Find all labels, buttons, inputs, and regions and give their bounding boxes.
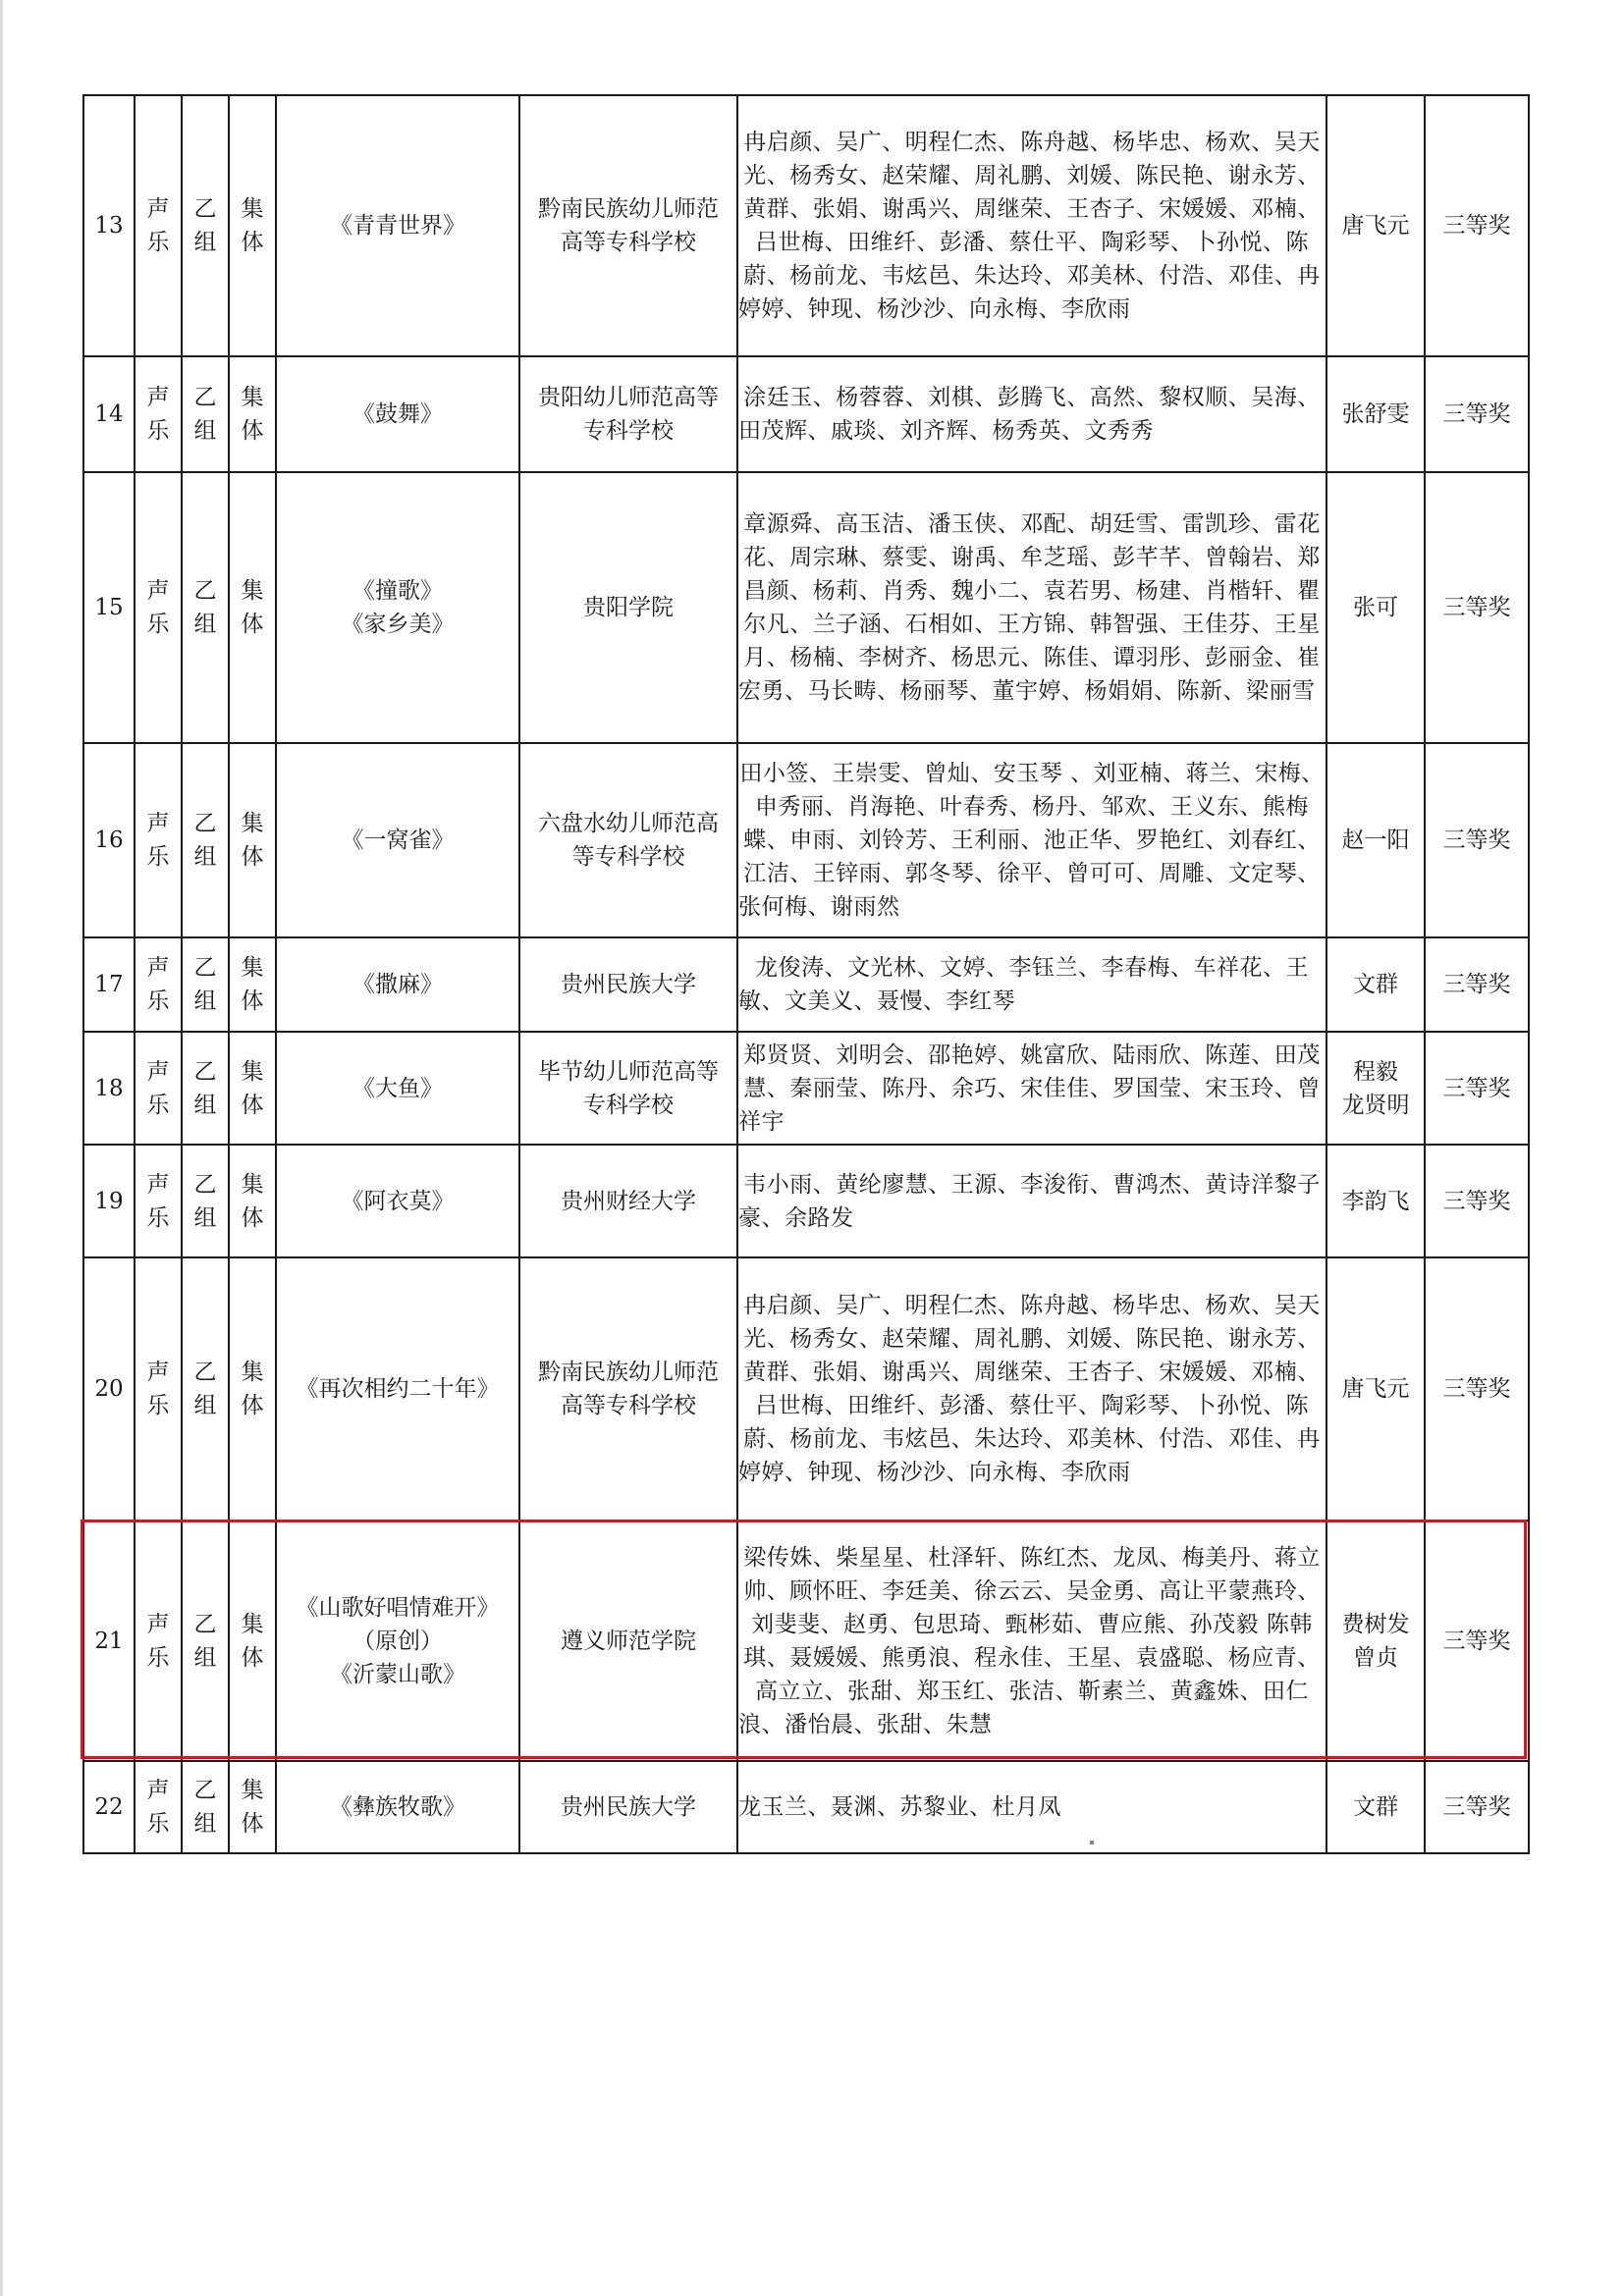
category-cell (135, 472, 182, 743)
type-cell-text: 集体 (241, 385, 264, 444)
work-title-line: （原创） (352, 1628, 443, 1654)
category-cell-text: 声乐 (146, 1611, 170, 1671)
work-title-line: 《山歌好唱情难开》 (296, 1594, 500, 1621)
award-level: 三等奖 (1425, 356, 1529, 472)
school-name-line: 毕节幼儿师范高等 (538, 1058, 719, 1085)
group-cell-text: 乙组 (193, 1058, 217, 1118)
awards-table (82, 94, 1530, 1854)
type-cell (229, 472, 276, 743)
row-number: 16 (83, 743, 135, 937)
work-title (276, 1521, 519, 1761)
group-cell-text: 乙组 (193, 578, 217, 637)
work-title (276, 356, 519, 472)
type-cell (229, 356, 276, 472)
work-title-line: 《撞歌》 (352, 578, 443, 604)
type-cell (229, 1761, 276, 1853)
teacher-name (1326, 1032, 1425, 1145)
work-title-line: 《大鱼》 (352, 1075, 443, 1101)
category-cell (135, 1145, 182, 1257)
row-number: 13 (83, 95, 135, 356)
scan-page-edge (0, 0, 3, 2296)
category-cell (135, 1032, 182, 1145)
row-number: 14 (83, 356, 135, 472)
school-name (519, 937, 737, 1032)
teacher-name (1326, 743, 1425, 937)
group-cell (182, 937, 229, 1032)
table-row (83, 743, 1529, 937)
type-cell (229, 1521, 276, 1761)
work-title-line: 《沂蒙山歌》 (330, 1661, 465, 1687)
table-row (83, 1145, 1529, 1257)
work-title (276, 937, 519, 1032)
group-cell (182, 743, 229, 937)
school-name-line: 贵州财经大学 (561, 1188, 696, 1214)
award-level: 三等奖 (1425, 743, 1529, 937)
school-name-line: 遵义师范学院 (561, 1628, 696, 1654)
type-cell-text: 集体 (241, 578, 264, 637)
type-cell (229, 95, 276, 356)
group-cell (182, 356, 229, 472)
school-name (519, 1761, 737, 1853)
type-cell-text: 集体 (241, 1058, 264, 1118)
teacher-name (1326, 1257, 1425, 1521)
school-name (519, 472, 737, 743)
teacher-name-line: 张舒雯 (1341, 401, 1410, 427)
type-cell-text: 集体 (241, 1778, 264, 1837)
category-cell-text: 声乐 (146, 578, 170, 637)
school-name-line: 高等专科学校 (561, 230, 696, 255)
type-cell (229, 1032, 276, 1145)
type-cell (229, 937, 276, 1032)
teacher-name-line: 文群 (1353, 972, 1398, 997)
work-title (276, 95, 519, 356)
scan-mark (1090, 1841, 1094, 1844)
work-title (276, 1257, 519, 1521)
school-name (519, 1032, 737, 1145)
teacher-name-line: 费树发 (1341, 1611, 1410, 1637)
members-list: 章源舜、高玉洁、潘玉侠、邓配、胡廷雪、雷凯珍、雷花花、周宗琳、蔡雯、谢禹、牟芝瑶、彭芊芊、曾翰岩、郑昌颜、杨莉、肖秀、魏小二、袁若男、杨建、肖楷轩、瞿尔凡、兰子涵、石相如、王方锦、韩智强、王佳芬、王星月、杨楠、李树齐、杨思元、陈佳、谭羽彤、彭丽金、崔宏勇、马长畴、杨丽琴、董宇婷、杨娟娟、陈新、梁丽雪 (737, 472, 1326, 743)
school-name-line: 贵州民族大学 (561, 972, 696, 997)
category-cell-text: 声乐 (146, 1058, 170, 1118)
members-list: 梁传姝、柴星星、杜泽轩、陈红杰、龙凤、梅美丹、蒋立帅、顾怀旺、李廷美、徐云云、吴金勇、高让平蒙燕玲、刘斐斐、赵勇、包思琦、甄彬茹、曹应熊、孙茂毅 陈韩琪、聂媛媛、熊勇浪、程永佳、王星、袁盛聪、杨应青、高立立、张甜、郑玉红、张洁、靳素兰、黄鑫姝、田仁浪、潘怡晨、张甜、朱慧 (737, 1521, 1326, 1761)
award-level: 三等奖 (1425, 1145, 1529, 1257)
teacher-name (1326, 937, 1425, 1032)
category-cell (135, 743, 182, 937)
table-row (83, 1257, 1529, 1521)
work-title (276, 1145, 519, 1257)
members-list: 冉启颜、吴广、明程仁杰、陈舟越、杨毕忠、杨欢、吴天光、杨秀女、赵荣耀、周礼鹏、刘媛、陈民艳、谢永芳、黄群、张娟、谢禹兴、周继荣、王杏子、宋媛媛、邓楠、吕世梅、田维纤、彭潘、蔡仕平、陶彩琴、卜孙悦、陈蔚、杨前龙、韦炫邑、朱达玲、邓美林、付浩、邓佳、冉婷婷、钟现、杨沙沙、向永梅、李欣雨 (737, 1257, 1326, 1521)
type-cell-text: 集体 (241, 955, 264, 1014)
teacher-name-line: 赵一阳 (1341, 828, 1410, 853)
teacher-name-line: 唐飞元 (1341, 213, 1410, 239)
school-name (519, 95, 737, 356)
table-row (83, 356, 1529, 472)
school-name-line: 高等专科学校 (561, 1393, 696, 1418)
work-title-line: 《彝族牧歌》 (330, 1794, 465, 1820)
members-list: 龙玉兰、聂渊、苏黎业、杜月凤 (737, 1761, 1326, 1853)
members-list: 郑贤贤、刘明会、邵艳婷、姚富欣、陆雨欣、陈莲、田茂慧、秦丽莹、陈丹、余巧、宋佳佳、罗国莹、宋玉玲、曾祥宇 (737, 1032, 1326, 1145)
work-title-line: 《再次相约二十年》 (296, 1376, 500, 1402)
teacher-name-line: 程毅 (1353, 1058, 1398, 1085)
work-title (276, 472, 519, 743)
work-title (276, 743, 519, 937)
teacher-name (1326, 1521, 1425, 1761)
award-level: 三等奖 (1425, 1032, 1529, 1145)
school-name (519, 743, 737, 937)
teacher-name (1326, 472, 1425, 743)
table-row (83, 1761, 1529, 1853)
type-cell-text: 集体 (241, 1611, 264, 1671)
type-cell-text: 集体 (241, 811, 264, 870)
type-cell-text: 集体 (241, 1360, 264, 1418)
category-cell (135, 356, 182, 472)
school-name-line: 贵州民族大学 (561, 1794, 696, 1820)
teacher-name-line: 张可 (1353, 595, 1398, 620)
group-cell (182, 1032, 229, 1145)
members-list: 龙俊涛、文光林、文婷、李钰兰、李春梅、车祥花、王敏、文美义、聂慢、李红琴 (737, 937, 1326, 1032)
work-title-line: 《一窝雀》 (341, 828, 455, 853)
category-cell-text: 声乐 (146, 385, 170, 444)
members-list: 涂廷玉、杨蓉蓉、刘棋、彭腾飞、高然、黎权顺、吴海、田茂辉、戚琰、刘齐辉、杨秀英、文秀秀 (737, 356, 1326, 472)
teacher-name-line: 文群 (1353, 1794, 1398, 1820)
teacher-name (1326, 356, 1425, 472)
category-cell (135, 95, 182, 356)
type-cell-text: 集体 (241, 196, 264, 255)
teacher-name-line: 李韵飞 (1341, 1188, 1410, 1214)
table-row (83, 95, 1529, 356)
award-level: 三等奖 (1425, 95, 1529, 356)
type-cell (229, 1145, 276, 1257)
group-cell (182, 472, 229, 743)
table-row (83, 472, 1529, 743)
work-title-line: 《青青世界》 (330, 213, 465, 239)
work-title (276, 1032, 519, 1145)
group-cell-text: 乙组 (193, 385, 217, 444)
teacher-name (1326, 1145, 1425, 1257)
members-list: 冉启颜、吴广、明程仁杰、陈舟越、杨毕忠、杨欢、吴天光、杨秀女、赵荣耀、周礼鹏、刘媛、陈民艳、谢永芳、黄群、张娟、谢禹兴、周继荣、王杏子、宋媛媛、邓楠、吕世梅、田维纤、彭潘、蔡仕平、陶彩琴、卜孙悦、陈蔚、杨前龙、韦炫邑、朱达玲、邓美林、付浩、邓佳、冉婷婷、钟现、杨沙沙、向永梅、李欣雨 (737, 95, 1326, 356)
category-cell-text: 声乐 (146, 1171, 170, 1231)
category-cell-text: 声乐 (146, 811, 170, 870)
school-name (519, 1521, 737, 1761)
school-name-line: 专科学校 (583, 1092, 674, 1118)
table-row (83, 1032, 1529, 1145)
group-cell-text: 乙组 (193, 1360, 217, 1418)
teacher-name-line: 曾贞 (1353, 1644, 1398, 1671)
work-title (276, 1761, 519, 1853)
school-name-line: 黔南民族幼儿师范 (538, 196, 719, 222)
school-name (519, 1257, 737, 1521)
award-level: 三等奖 (1425, 1257, 1529, 1521)
category-cell-text: 声乐 (146, 196, 170, 255)
teacher-name (1326, 95, 1425, 356)
award-level: 三等奖 (1425, 1521, 1529, 1761)
award-level: 三等奖 (1425, 472, 1529, 743)
teacher-name-line: 龙贤明 (1341, 1092, 1410, 1118)
row-number: 18 (83, 1032, 135, 1145)
category-cell-text: 声乐 (146, 955, 170, 1014)
group-cell (182, 1521, 229, 1761)
teacher-name (1326, 1761, 1425, 1853)
group-cell (182, 1145, 229, 1257)
category-cell (135, 1521, 182, 1761)
group-cell (182, 95, 229, 356)
category-cell-text: 声乐 (146, 1360, 170, 1418)
type-cell (229, 743, 276, 937)
row-number: 19 (83, 1145, 135, 1257)
school-name-line: 贵阳学院 (583, 595, 674, 620)
work-title-line: 《撒麻》 (352, 972, 443, 997)
school-name-line: 等专科学校 (571, 844, 685, 870)
row-number: 17 (83, 937, 135, 1032)
row-number: 15 (83, 472, 135, 743)
group-cell-text: 乙组 (193, 811, 217, 870)
work-title-line: 《家乡美》 (341, 612, 455, 637)
group-cell-text: 乙组 (193, 1171, 217, 1231)
row-number: 20 (83, 1257, 135, 1521)
group-cell (182, 1761, 229, 1853)
award-level: 三等奖 (1425, 937, 1529, 1032)
award-level: 三等奖 (1425, 1761, 1529, 1853)
school-name-line: 专科学校 (583, 418, 674, 444)
type-cell-text: 集体 (241, 1171, 264, 1231)
members-list: 田小签、王崇雯、曾灿、安玉琴 、刘亚楠、蒋兰、宋梅、申秀丽、肖海艳、叶春秀、杨丹、邹欢、王义东、熊梅蝶、申雨、刘铃芳、王利丽、池正华、罗艳红、刘春红、江洁、王锌雨、郭冬琴、徐平、曾可可、周雕、文定琴、张何梅、谢雨然 (737, 743, 1326, 937)
work-title-line: 《鼓舞》 (352, 401, 443, 427)
row-number: 22 (83, 1761, 135, 1853)
teacher-name-line: 唐飞元 (1341, 1376, 1410, 1402)
group-cell-text: 乙组 (193, 1778, 217, 1837)
row-number: 21 (83, 1521, 135, 1761)
awards-table-body (83, 95, 1529, 1853)
type-cell (229, 1257, 276, 1521)
category-cell (135, 1257, 182, 1521)
school-name (519, 356, 737, 472)
category-cell-text: 声乐 (146, 1778, 170, 1837)
members-list: 韦小雨、黄纶廖慧、王源、李浚衔、曹鸿杰、黄诗洋黎子豪、余路发 (737, 1145, 1326, 1257)
school-name (519, 1145, 737, 1257)
work-title-line: 《阿衣莫》 (341, 1188, 455, 1214)
group-cell-text: 乙组 (193, 1611, 217, 1671)
category-cell (135, 937, 182, 1032)
school-name-line: 六盘水幼儿师范高 (538, 811, 719, 836)
group-cell (182, 1257, 229, 1521)
category-cell (135, 1761, 182, 1853)
group-cell-text: 乙组 (193, 955, 217, 1014)
group-cell-text: 乙组 (193, 196, 217, 255)
table-row (83, 1521, 1529, 1761)
school-name-line: 贵阳幼儿师范高等 (538, 385, 719, 410)
table-row (83, 937, 1529, 1032)
school-name-line: 黔南民族幼儿师范 (538, 1360, 719, 1385)
